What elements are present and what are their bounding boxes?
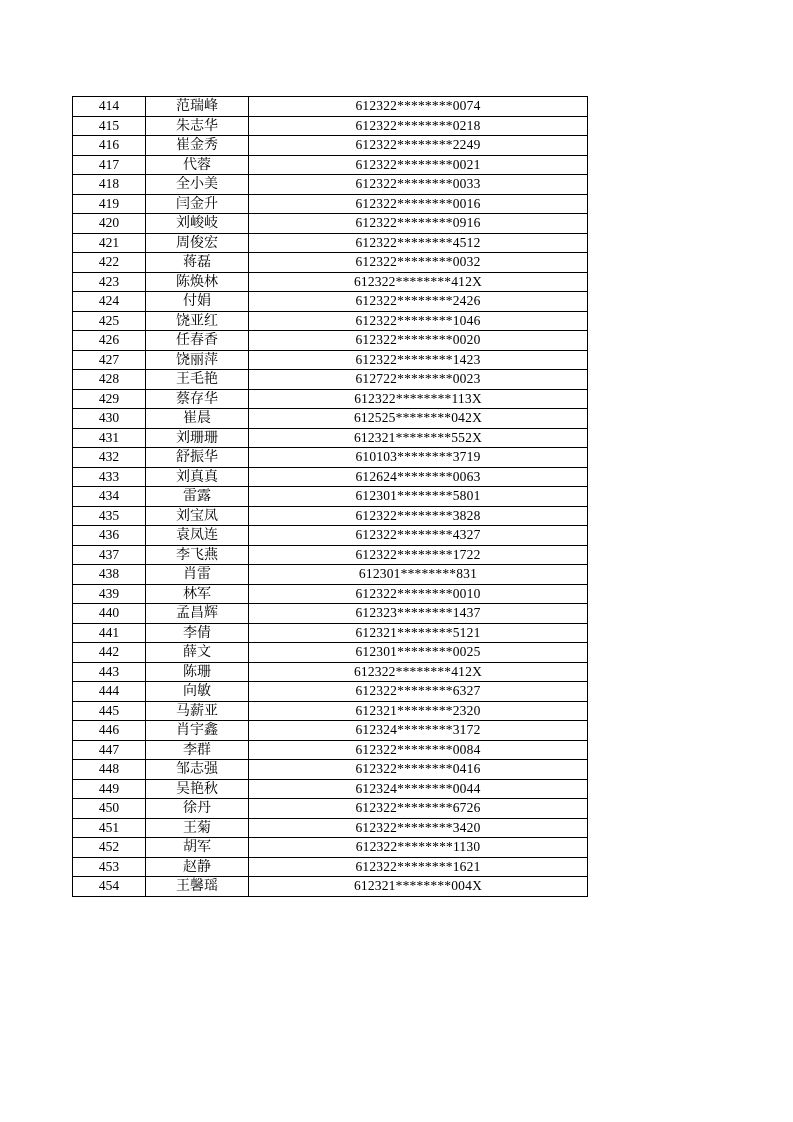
table-row <box>73 428 588 448</box>
person-name-cell: 林军 <box>146 584 249 604</box>
table-row <box>73 662 588 682</box>
id-number-cell: 612322********0416 <box>249 760 588 780</box>
person-name-cell: 朱志华 <box>146 116 249 136</box>
table-row <box>73 214 588 234</box>
table-row <box>73 779 588 799</box>
person-name-cell: 李群 <box>146 740 249 760</box>
id-number-cell: 612322********0032 <box>249 253 588 273</box>
person-name-cell: 陈焕林 <box>146 272 249 292</box>
row-number-cell: 441 <box>73 623 146 643</box>
row-number-cell: 448 <box>73 760 146 780</box>
table-row <box>73 448 588 468</box>
person-name-cell: 王馨瑶 <box>146 877 249 897</box>
person-name-cell: 王毛艳 <box>146 370 249 390</box>
table-row <box>73 740 588 760</box>
row-number-cell: 420 <box>73 214 146 234</box>
row-number-cell: 414 <box>73 97 146 117</box>
person-name-cell: 胡军 <box>146 838 249 858</box>
row-number-cell: 450 <box>73 799 146 819</box>
row-number-cell: 431 <box>73 428 146 448</box>
row-number-cell: 415 <box>73 116 146 136</box>
row-number-cell: 417 <box>73 155 146 175</box>
person-name-cell: 刘峻岐 <box>146 214 249 234</box>
table-row <box>73 97 588 117</box>
table-row <box>73 760 588 780</box>
row-number-cell: 438 <box>73 565 146 585</box>
person-name-cell: 袁凤连 <box>146 526 249 546</box>
row-number-cell: 422 <box>73 253 146 273</box>
row-number-cell: 446 <box>73 721 146 741</box>
person-name-cell: 崔晨 <box>146 409 249 429</box>
table-row <box>73 370 588 390</box>
id-number-cell: 612322********0020 <box>249 331 588 351</box>
id-number-cell: 612301********5801 <box>249 487 588 507</box>
row-number-cell: 444 <box>73 682 146 702</box>
person-name-cell: 闫金升 <box>146 194 249 214</box>
table-row <box>73 467 588 487</box>
person-name-cell: 徐丹 <box>146 799 249 819</box>
person-name-cell: 代蓉 <box>146 155 249 175</box>
id-number-cell: 612322********0010 <box>249 584 588 604</box>
table-row <box>73 311 588 331</box>
id-number-cell: 612323********1437 <box>249 604 588 624</box>
row-number-cell: 440 <box>73 604 146 624</box>
table-row <box>73 565 588 585</box>
table-row <box>73 877 588 897</box>
person-name-cell: 李倩 <box>146 623 249 643</box>
row-number-cell: 445 <box>73 701 146 721</box>
table-row <box>73 389 588 409</box>
person-name-cell: 王菊 <box>146 818 249 838</box>
table-row <box>73 136 588 156</box>
person-name-cell: 雷露 <box>146 487 249 507</box>
row-number-cell: 416 <box>73 136 146 156</box>
row-number-cell: 453 <box>73 857 146 877</box>
person-name-cell: 马薪亚 <box>146 701 249 721</box>
id-number-cell: 612322********113X <box>249 389 588 409</box>
id-number-cell: 612321********004X <box>249 877 588 897</box>
id-number-cell: 612322********4512 <box>249 233 588 253</box>
row-number-cell: 426 <box>73 331 146 351</box>
row-number-cell: 421 <box>73 233 146 253</box>
row-number-cell: 418 <box>73 175 146 195</box>
person-name-cell: 肖宇鑫 <box>146 721 249 741</box>
id-number-cell: 612322********0074 <box>249 97 588 117</box>
row-number-cell: 452 <box>73 838 146 858</box>
id-number-cell: 612301********0025 <box>249 643 588 663</box>
id-number-cell: 612624********0063 <box>249 467 588 487</box>
table-row <box>73 350 588 370</box>
table-row <box>73 721 588 741</box>
table-row <box>73 682 588 702</box>
id-number-cell: 612301********831 <box>249 565 588 585</box>
id-number-cell: 610103********3719 <box>249 448 588 468</box>
row-number-cell: 423 <box>73 272 146 292</box>
table-row <box>73 526 588 546</box>
person-name-cell: 薛文 <box>146 643 249 663</box>
row-number-cell: 428 <box>73 370 146 390</box>
row-number-cell: 447 <box>73 740 146 760</box>
id-number-cell: 612322********3420 <box>249 818 588 838</box>
table-row <box>73 623 588 643</box>
person-name-cell: 崔金秀 <box>146 136 249 156</box>
person-name-cell: 蔡存华 <box>146 389 249 409</box>
id-number-cell: 612322********0916 <box>249 214 588 234</box>
table-row <box>73 155 588 175</box>
id-number-cell: 612322********0021 <box>249 155 588 175</box>
roster-table <box>72 96 588 897</box>
row-number-cell: 429 <box>73 389 146 409</box>
id-number-cell: 612322********4327 <box>249 526 588 546</box>
person-name-cell: 刘珊珊 <box>146 428 249 448</box>
table-row <box>73 701 588 721</box>
id-number-cell: 612322********6327 <box>249 682 588 702</box>
id-number-cell: 612322********1722 <box>249 545 588 565</box>
row-number-cell: 425 <box>73 311 146 331</box>
table-row <box>73 487 588 507</box>
roster-table-body <box>73 97 588 897</box>
table-row <box>73 545 588 565</box>
row-number-cell: 449 <box>73 779 146 799</box>
table-row <box>73 233 588 253</box>
table-row <box>73 604 588 624</box>
person-name-cell: 向敏 <box>146 682 249 702</box>
table-row <box>73 331 588 351</box>
table-row <box>73 175 588 195</box>
table-row <box>73 643 588 663</box>
row-number-cell: 419 <box>73 194 146 214</box>
id-number-cell: 612322********0218 <box>249 116 588 136</box>
id-number-cell: 612322********0084 <box>249 740 588 760</box>
table-row <box>73 292 588 312</box>
id-number-cell: 612321********2320 <box>249 701 588 721</box>
person-name-cell: 付娟 <box>146 292 249 312</box>
id-number-cell: 612322********1621 <box>249 857 588 877</box>
person-name-cell: 赵静 <box>146 857 249 877</box>
row-number-cell: 430 <box>73 409 146 429</box>
person-name-cell: 吴艳秋 <box>146 779 249 799</box>
id-number-cell: 612525********042X <box>249 409 588 429</box>
table-row <box>73 409 588 429</box>
row-number-cell: 442 <box>73 643 146 663</box>
row-number-cell: 454 <box>73 877 146 897</box>
person-name-cell: 饶亚红 <box>146 311 249 331</box>
id-number-cell: 612324********0044 <box>249 779 588 799</box>
person-name-cell: 任春香 <box>146 331 249 351</box>
table-row <box>73 584 588 604</box>
table-row <box>73 194 588 214</box>
id-number-cell: 612322********0016 <box>249 194 588 214</box>
id-number-cell: 612722********0023 <box>249 370 588 390</box>
id-number-cell: 612322********1423 <box>249 350 588 370</box>
person-name-cell: 范瑞峰 <box>146 97 249 117</box>
id-number-cell: 612322********6726 <box>249 799 588 819</box>
row-number-cell: 424 <box>73 292 146 312</box>
id-number-cell: 612322********412X <box>249 272 588 292</box>
table-row <box>73 838 588 858</box>
person-name-cell: 肖雷 <box>146 565 249 585</box>
person-name-cell: 饶丽萍 <box>146 350 249 370</box>
person-name-cell: 孟昌辉 <box>146 604 249 624</box>
table-row <box>73 506 588 526</box>
row-number-cell: 439 <box>73 584 146 604</box>
row-number-cell: 427 <box>73 350 146 370</box>
table-row <box>73 272 588 292</box>
table-row <box>73 799 588 819</box>
person-name-cell: 李飞燕 <box>146 545 249 565</box>
id-number-cell: 612321********5121 <box>249 623 588 643</box>
id-number-cell: 612322********0033 <box>249 175 588 195</box>
person-name-cell: 舒振华 <box>146 448 249 468</box>
row-number-cell: 432 <box>73 448 146 468</box>
id-number-cell: 612324********3172 <box>249 721 588 741</box>
person-name-cell: 刘宝凤 <box>146 506 249 526</box>
id-number-cell: 612322********3828 <box>249 506 588 526</box>
row-number-cell: 451 <box>73 818 146 838</box>
table-row <box>73 818 588 838</box>
row-number-cell: 436 <box>73 526 146 546</box>
id-number-cell: 612322********412X <box>249 662 588 682</box>
row-number-cell: 435 <box>73 506 146 526</box>
person-name-cell: 周俊宏 <box>146 233 249 253</box>
person-name-cell: 刘真真 <box>146 467 249 487</box>
table-row <box>73 857 588 877</box>
person-name-cell: 陈珊 <box>146 662 249 682</box>
id-number-cell: 612322********2426 <box>249 292 588 312</box>
id-number-cell: 612321********552X <box>249 428 588 448</box>
person-name-cell: 蒋磊 <box>146 253 249 273</box>
row-number-cell: 434 <box>73 487 146 507</box>
table-row <box>73 116 588 136</box>
person-name-cell: 全小美 <box>146 175 249 195</box>
id-number-cell: 612322********1046 <box>249 311 588 331</box>
table-row <box>73 253 588 273</box>
row-number-cell: 443 <box>73 662 146 682</box>
person-name-cell: 邹志强 <box>146 760 249 780</box>
id-number-cell: 612322********1130 <box>249 838 588 858</box>
id-number-cell: 612322********2249 <box>249 136 588 156</box>
row-number-cell: 437 <box>73 545 146 565</box>
row-number-cell: 433 <box>73 467 146 487</box>
